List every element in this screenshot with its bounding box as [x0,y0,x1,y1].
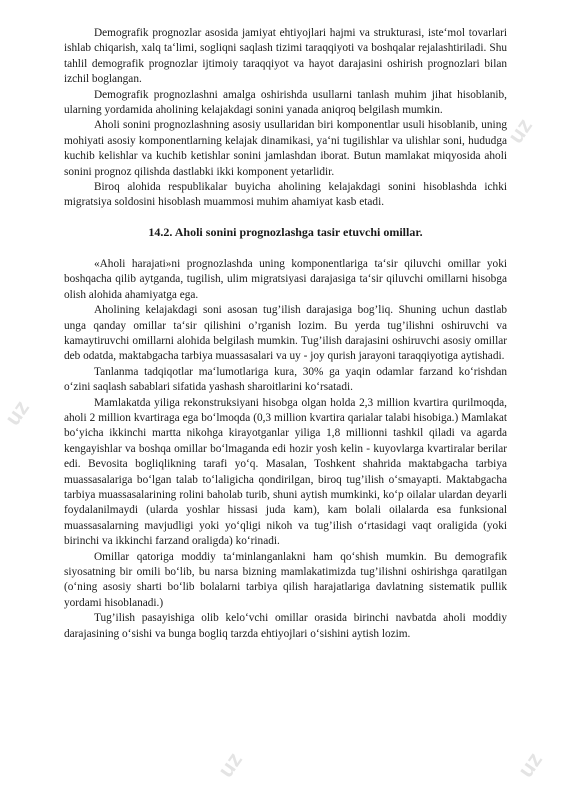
paragraph: Tug’ilish pasayishiga olib kelo‘vchi omillar orasida birinchi navbatda aholi moddiy darajasining o‘sishi va bunga bogliq tarzda ehtiyojlari o‘sishini aytish lozim. [64,612,507,640]
paragraph: Aholining kelajakdagi soni asosan tug’ilish darajasiga bog’liq. Shuning uchun dastlab unga qanday omillar ta‘sir qilishini o’rganish lozim. Bu yerda tug’ilishni oshiruvchi va kamaytiruvchi omillarni alohida belgilash mumkin. Tug’ilish darajasini oshiruvchi asosiy omillar deb odatda, maktabgacha tarbiya muassasalari va uy - joy qurish jarayoni taraqqiyotiga aytishadi. [64,304,507,363]
section-heading: 14.2. Aholi sonini prognozlashga tasir etuvchi omillar. [148,224,423,239]
paragraph: Tanlanma tadqiqotlar ma‘lumotlariga kura, 30% ga yaqin odamlar farzand ko‘rishdan o‘zini saqlash sabablari sifatida yashash sharoitlarini ko‘rsatadi. [64,365,507,394]
paragraph: Omillar qatoriga moddiy ta‘minlanganlakni ham qo‘shish mumkin. Bu demografik siyosatning bir omili bo‘lib, bu narsa bizning mamlakatimizda tug’ilishni oshirishga qaratilgan (o‘ning asosiy sharti bo‘lib bolalarni tarbiya qilish harajatlariga davlatning sistematik pullik yordami hisoblanadi.) [64,550,507,609]
paragraph: Aholi sonini prognozlashning asosiy usullaridan biri komponentlar usuli hisoblanib, uning mohiyati asosiy komponentlarning kelajak dinamikasi, ya‘ni tugilishlar va ulishlar soni, hududga kuchib kelishlar va kuchib ketishlar sonini jamlashdan iborat. Butun mamlakat miqyosida aholi sonini prognoz qilishda dastlabki ikki komponent yetarlidir. [64,119,507,178]
paragraph: Demografik prognozlar asosida jamiyat ehtiyojlari hajmi va strukturasi, iste‘mol tovarlari ishlab chiqarish, xalq ta‘limi, sogliqni saqlash tizimi taraqqiyoti va boshqalar rejalashtiriladi. Shu tahlil demografik prognozlar ijtimoiy taraqqiyot va hayot darajasini oshirish prognozlari bilan izchil boglangan. [64,27,507,86]
document-page [64,26,507,642]
watermark: uz [512,747,548,782]
paragraph: Biroq alohida respublikalar buyicha aholining kelajakdagi sonini hisoblashda ichki migratsiya soldosini hisoblash muammosi muhim ahamiyat kasb etadi. [64,181,507,209]
watermark: uz [212,747,248,782]
watermark: uz [0,395,35,430]
paragraph: «Aholi harajati»ni prognozlashda uning komponentlariga ta‘sir qiluvchi omillar yoki boshqacha qilib aytganda, tugilish, ulim migratsiyasi darajasiga ta‘sir qiluvchi omillarni hisobga olish alohida ahamiyatga ega. [64,257,507,301]
watermark: uz [502,113,538,148]
paragraph: Demografik prognozlashni amalga oshirishda usullarni tanlash muhim jihat hisoblanib, ularning yordamida aholining kelajakdagi sonini yanada aniqroq belgilash mumkin. [64,88,507,117]
paragraph: Mamlakatda yiliga rekonstruksiyani hisobga olgan holda 2,3 million kvartira qurilmoqda, aholi 2 million kvartiraga ega bo‘lmoqda (0,3 million kvartira qarialar talabi hisobiga.) Mamlakat bo‘yicha ikkinchi martta nikohga kirayotganlar yiliga 1,8 millionni tashkil qiladi va agarda kengayishlar va boshqa omillar bo‘lmaganda edi hozir yosh kelin - kuyovlarga kvartiralar berilar edi. Bevosita bogliqlikning tarafi yo‘q. Masalan, Toshkent shahrida maktabgacha tarbiya muassasalariga bo‘lgan talab to‘laligicha qondirilgan, biroq tug’ilish o‘smayapti. Maktabgacha tarbiya muassasalarining rolini baholab turib, shuni aytish mumkinki, ko‘p oilalar ulardan deyarli foydalanilmaydi (ularda yoshlar hissasi juda kam), kam bolali oilalarda esa funksional muassasalarning mavjudligi yoki yo‘qligi nikoh va tug’ilish o‘rtasidagi vaqt oraligida (yoki birinchi va ikkinchi farzand oraligda) ko‘rinadi. [64,396,507,548]
